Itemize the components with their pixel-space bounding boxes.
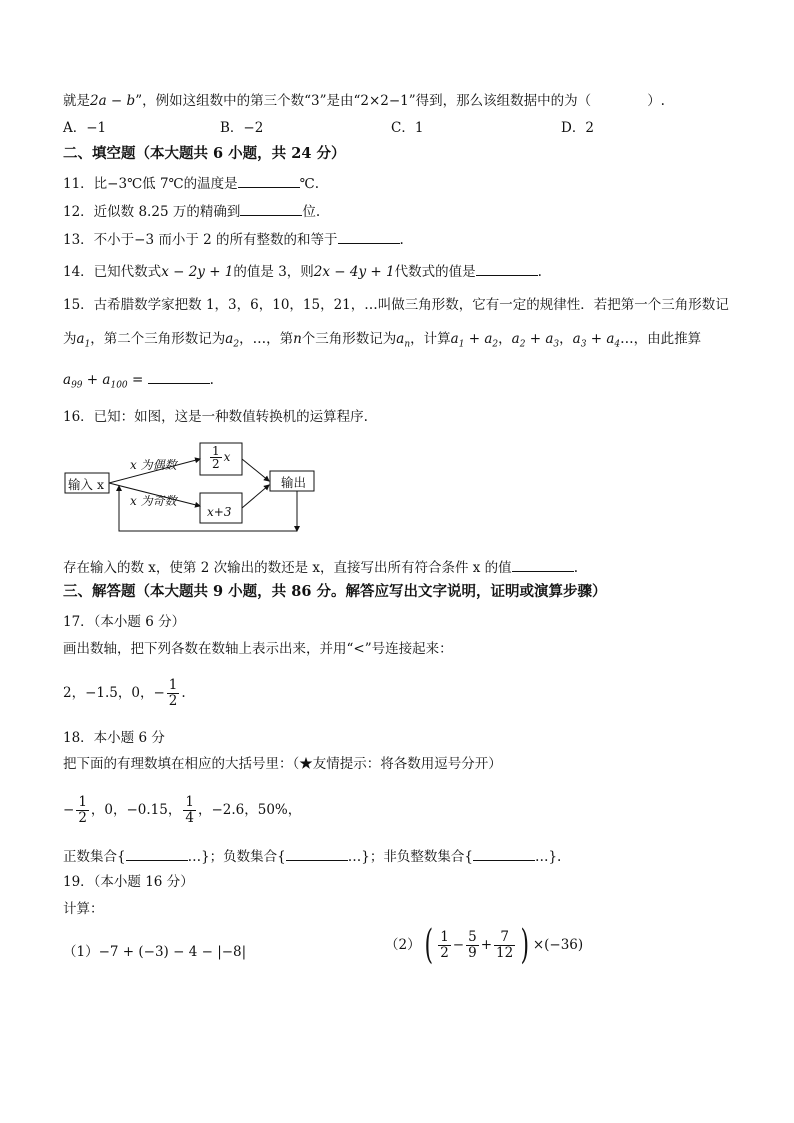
nonneg-int-set-label: …}；非负整数集合{ [347, 849, 473, 865]
negative-set-blank[interactable] [286, 846, 348, 861]
q11-unit: ℃. [299, 176, 320, 192]
q18-frac2: $\frac{1}{4}$ [185, 794, 194, 826]
q18-frac1: $\frac{1}{2}$ [78, 794, 87, 826]
q13-text: 13．不小于−3 而小于 2 的所有整数的和等于 [63, 232, 338, 248]
q15-comma2: ， [559, 331, 573, 347]
q11-blank[interactable] [238, 173, 300, 188]
q17-text: 画出数轴，把下列各数在数轴上表示出来，并用“<”号连接起来： [63, 641, 453, 657]
plus3-label: x+3 [207, 505, 232, 519]
input-label: 输入 x [68, 477, 105, 492]
q11-text: 11．比−3℃低 7℃的温度是 [63, 176, 238, 192]
negative-set-label: …}；负数集合{ [187, 849, 286, 865]
q14-expr2: 2x − 4y + 1 [313, 264, 395, 280]
q19-p2-lparen: ( [424, 922, 433, 968]
q15-t6: ，由此推算 [633, 331, 702, 347]
q17-nums-text: 2，−1.5，0，− [63, 685, 165, 701]
q12-text: 12．近似数 8.25 万的精确到 [63, 204, 241, 220]
q15-sum1: $a_1 + a_2$ [450, 331, 499, 350]
q19-p2-frac1: $\frac{1}{2}$ [440, 928, 449, 961]
q18-head: 18．本小题 6 分 [63, 730, 165, 746]
section3-heading: 三、解答题（本大题共 9 小题，共 86 分。解答应写出文字说明，证明或演算步骤） [63, 583, 607, 600]
q14 [63, 261, 542, 281]
q15-ellipsis: … [620, 331, 634, 347]
q16-blank[interactable] [512, 557, 574, 572]
merge-bottom [242, 485, 269, 508]
q12 [63, 201, 320, 221]
q10-continuation [63, 92, 665, 110]
q15-line2 [63, 330, 701, 354]
q17-end: . [181, 685, 186, 701]
q15-sum2: $a_2 + a_3$ [511, 331, 560, 350]
q18-text: 把下面的有理数填在相应的大括号里：（★友情提示：将各数用逗号分开） [63, 756, 502, 772]
q14-text-mid: 的值是 3，则 [233, 264, 314, 280]
q19-part1 [63, 943, 246, 961]
q10-close: ）. [647, 93, 665, 109]
section2-heading: 二、填空题（本大题共 6 小题，共 24 分） [63, 145, 346, 162]
q16-text: 16．已知：如图，这是一种数值转换机的运算程序. [63, 409, 368, 425]
q16-question [63, 557, 578, 577]
q16-end: . [573, 560, 578, 576]
q15-comma1: ， [498, 331, 512, 347]
q10-text-pre: 就是 [63, 93, 90, 109]
q14-text-pre: 14．已知代数式 [63, 264, 162, 280]
q15-t3: ，…，第 [239, 331, 294, 347]
q15-sum-target: $a_{99} + a_{100}$ = [63, 372, 148, 391]
q15-blank[interactable] [148, 369, 210, 384]
q19-text: 计算： [63, 901, 104, 917]
q15-line3 [63, 369, 214, 395]
q17-numbers [63, 678, 186, 709]
q11 [63, 173, 319, 193]
q13-end: . [399, 232, 404, 248]
q10-expr: 2a − b [90, 93, 136, 109]
q14-expr1: x − 2y + 1 [161, 264, 234, 280]
q15-t5: ，计算 [410, 331, 451, 347]
even-label: x 为偶数 [130, 458, 177, 472]
q13 [63, 229, 404, 249]
nonneg-int-set-blank[interactable] [473, 846, 535, 861]
q14-blank[interactable] [476, 261, 538, 276]
q15-end: . [209, 372, 214, 388]
q15-t2: ，第二个三角形数记为 [90, 331, 226, 347]
q15-a1: $a_1$ [76, 331, 91, 350]
q17-head: 17．（本小题 6 分） [63, 614, 186, 630]
q18-mid: ，0，−0.15， [90, 802, 182, 818]
q15-a2: $a_2$ [225, 331, 240, 350]
q19-p2-plus: + [480, 937, 493, 953]
q19-part2 [385, 922, 584, 968]
option-d[interactable]: D．2 [561, 120, 594, 136]
q10-options [63, 119, 703, 137]
q10-text-post: ”，例如这组数中的第三个数“3”是由“2×2−1”得到，那么该组数据中的为（ [135, 93, 592, 109]
q19-p2-frac3: $\frac{7}{12}$ [496, 928, 514, 961]
q19-p2-rparen: ) [520, 922, 530, 968]
merge-top [242, 459, 269, 481]
q19-p1-expr: −7 + (−3) − 4 − |−8| [98, 944, 247, 960]
q18-sets [63, 846, 561, 866]
half-expr: $\frac{1}{2}$ x [212, 444, 231, 471]
odd-label: x 为奇数 [130, 494, 177, 508]
q19-p1-label: （1） [63, 944, 99, 960]
q15-sum3: $a_3 + a_4$ [572, 331, 621, 350]
q15-n: n [293, 331, 302, 347]
positive-set-blank[interactable] [126, 846, 188, 861]
q15-t4: 个三角形数记为 [301, 331, 397, 347]
q19-head: 19．（本小题 16 分） [63, 874, 194, 890]
q18-numbers [63, 795, 301, 826]
q19-p2-minus: − [452, 937, 465, 953]
q15-t1: 为 [63, 331, 77, 347]
q14-text-post: 代数式的值是 [394, 264, 476, 280]
q19-p2-label: （2） [385, 937, 421, 953]
positive-set-label: 正数集合{ [63, 849, 126, 865]
sets-end: …}. [534, 849, 562, 865]
q14-end: . [537, 264, 542, 280]
q13-blank[interactable] [338, 229, 400, 244]
q15-line1: 15．古希腊数学家把数 1，3，6，10，15，21，…叫做三角形数，它有一定的规律性．若把第一个三角形数记 [63, 297, 729, 313]
q12-blank[interactable] [240, 201, 302, 216]
option-a[interactable]: A．−1 [63, 120, 107, 136]
q19-p2-frac2: $\frac{5}{9}$ [468, 928, 477, 961]
q19-p2-tail: ×(−36) [532, 937, 584, 953]
output-label: 输出 [281, 475, 307, 490]
q12-unit: 位. [302, 204, 321, 220]
option-b[interactable]: B．−2 [220, 120, 264, 136]
q16-question-text: 存在输入的数 x，使第 2 次输出的数还是 x，直接写出所有符合条件 x 的值 [63, 560, 512, 576]
q18-tail: ，−2.6，50%， [197, 802, 302, 818]
option-c[interactable]: C．1 [391, 120, 424, 136]
q17-fraction: $\frac{1}{2}$ [168, 677, 178, 709]
q15-an: $a_n$ [396, 331, 411, 350]
q18-minus: − [63, 802, 75, 818]
